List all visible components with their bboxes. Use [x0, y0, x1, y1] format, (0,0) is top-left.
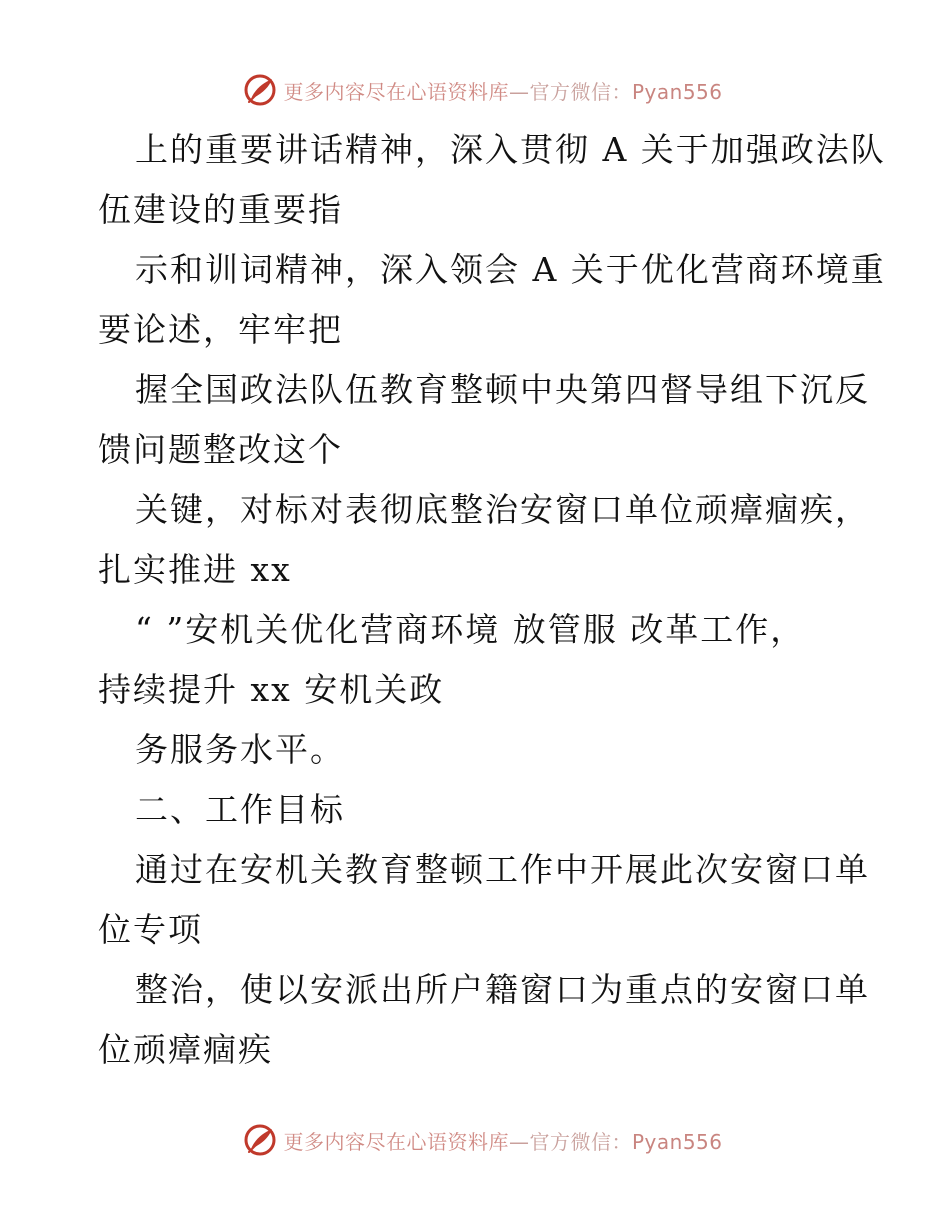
body-line: 持续提升 xx 安机关政	[98, 670, 445, 709]
feather-pen-logo-icon	[243, 1123, 277, 1157]
body-line: 握全国政法队伍教育整顿中央第四督导组下沉反	[135, 370, 870, 409]
body-line: 通过在安机关教育整顿工作中开展此次安窗口单	[135, 850, 870, 889]
body-line: 示和训词精神，深入领会 A 关于优化营商环境重	[135, 250, 886, 289]
header-banner	[0, 70, 950, 110]
body-line: 馈问题整改这个	[98, 430, 343, 469]
header-brand-text: 更多内容尽在心语资料库	[283, 79, 509, 104]
body-line: 位顽瘴痼疾	[98, 1030, 273, 1069]
body-line: 位专项	[98, 910, 203, 949]
footer-brand-text: 更多内容尽在心语资料库	[283, 1129, 509, 1154]
header-banner-inner	[243, 73, 722, 107]
body-line: 要论述，牢牢把	[98, 310, 343, 349]
header-contact-id: Pyan556	[631, 79, 723, 104]
header-text	[283, 76, 722, 105]
footer-contact-text: 官方微信：	[529, 1129, 632, 1154]
header-separator: —	[508, 79, 530, 104]
body-line: 关键，对标对表彻底整治安窗口单位顽瘴痼疾，	[135, 490, 870, 529]
footer-contact-id: Pyan556	[631, 1129, 723, 1154]
feather-pen-logo-icon	[243, 73, 277, 107]
footer-separator: —	[508, 1129, 530, 1154]
body-line: 上的重要讲话精神，深入贯彻 A 关于加强政法队	[135, 130, 886, 169]
body-line: 伍建设的重要指	[98, 190, 343, 229]
footer-text	[283, 1126, 722, 1155]
section-heading: 二、工作目标	[135, 790, 345, 829]
body-line: 扎实推进 xx	[98, 550, 292, 589]
footer-banner	[0, 1120, 950, 1160]
body-line: 整治，使以安派出所户籍窗口为重点的安窗口单	[135, 970, 870, 1009]
footer-banner-inner	[243, 1123, 722, 1157]
header-contact-text: 官方微信：	[529, 79, 632, 104]
document-body	[98, 120, 886, 1080]
body-line: 务服务水平。	[135, 730, 345, 769]
body-line: “ ”安机关优化营商环境 放管服 改革工作，	[135, 610, 806, 649]
